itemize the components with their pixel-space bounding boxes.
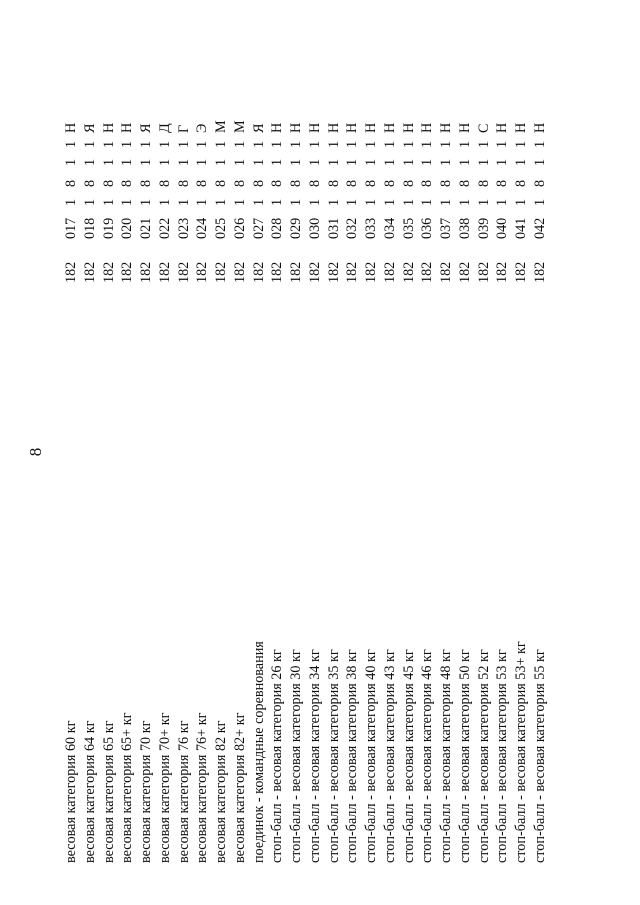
row-label: весовая категория 82 кг bbox=[213, 720, 229, 863]
code-c1: 182 bbox=[381, 261, 398, 283]
code-c5: 1 bbox=[381, 158, 398, 166]
code-c4: 8 bbox=[213, 179, 229, 187]
code-c2: 028 bbox=[269, 217, 286, 239]
code-c5: 1 bbox=[475, 158, 492, 166]
code-c4: 8 bbox=[381, 179, 398, 187]
code-c7: Н bbox=[381, 122, 398, 133]
code-c6: 1 bbox=[306, 140, 323, 148]
code-c4: 8 bbox=[194, 179, 211, 187]
code-c4: 8 bbox=[269, 179, 286, 187]
row-label: стоп-балл - весовая категория 38 кг bbox=[344, 649, 361, 863]
table-row bbox=[512, 0, 531, 905]
code-c3: 1 bbox=[100, 198, 117, 206]
code-c6: 1 bbox=[344, 140, 361, 148]
row-label: весовая категория 70 кг bbox=[138, 720, 154, 863]
code-c6: 1 bbox=[400, 140, 417, 148]
code-c5: 1 bbox=[138, 158, 154, 166]
code-c7: Н bbox=[438, 122, 454, 133]
code-c6: 1 bbox=[194, 140, 211, 148]
row-label: весовая категория 70+ кг bbox=[156, 712, 173, 863]
code-c7: М bbox=[213, 120, 229, 133]
table-row bbox=[325, 0, 344, 905]
code-c2: 017 bbox=[63, 217, 79, 239]
code-c1: 182 bbox=[231, 261, 248, 283]
code-c3: 1 bbox=[363, 198, 379, 206]
code-c4: 8 bbox=[419, 179, 436, 187]
table-row bbox=[100, 0, 119, 905]
row-label: стоп-балл - весовая категория 45 кг bbox=[400, 649, 417, 863]
code-c5: 1 bbox=[100, 158, 117, 166]
code-c3: 1 bbox=[138, 198, 154, 206]
code-c3: 1 bbox=[456, 198, 473, 206]
code-c7: Н bbox=[456, 122, 473, 133]
code-c1: 182 bbox=[269, 261, 286, 283]
code-c2: 020 bbox=[119, 217, 136, 239]
code-c7: Н bbox=[531, 122, 548, 133]
code-c1: 182 bbox=[494, 261, 511, 283]
code-c4: 8 bbox=[456, 179, 473, 187]
code-c3: 1 bbox=[438, 198, 454, 206]
code-c3: 1 bbox=[213, 198, 229, 206]
table-row bbox=[475, 0, 494, 905]
code-c2: 037 bbox=[438, 217, 454, 239]
code-c1: 182 bbox=[194, 261, 211, 283]
code-c4: 8 bbox=[325, 179, 342, 187]
code-c1: 182 bbox=[156, 261, 173, 283]
code-c6: 1 bbox=[531, 140, 548, 148]
row-label: стоп-балл - весовая категория 52 кг bbox=[475, 649, 492, 863]
code-c7: Д bbox=[156, 123, 173, 133]
row-label: стоп-балл - весовая категория 53 кг bbox=[494, 649, 511, 863]
code-c4: 8 bbox=[513, 179, 529, 187]
code-c7: Н bbox=[419, 122, 436, 133]
code-c1: 182 bbox=[438, 261, 454, 283]
code-c1: 182 bbox=[138, 261, 154, 283]
code-c3: 1 bbox=[175, 198, 192, 206]
code-c3: 1 bbox=[156, 198, 173, 206]
row-label: стоп-балл - весовая категория 40 кг bbox=[363, 649, 379, 863]
code-c1: 182 bbox=[419, 261, 436, 283]
code-c7: Н bbox=[119, 122, 136, 133]
code-c1: 182 bbox=[531, 261, 548, 283]
code-c4: 8 bbox=[344, 179, 361, 187]
code-c5: 1 bbox=[213, 158, 229, 166]
table-row bbox=[531, 0, 550, 905]
code-c1: 182 bbox=[175, 261, 192, 283]
code-c6: 1 bbox=[81, 140, 98, 148]
code-c5: 1 bbox=[250, 158, 267, 166]
code-c4: 8 bbox=[400, 179, 417, 187]
code-c3: 1 bbox=[475, 198, 492, 206]
code-c6: 1 bbox=[288, 140, 304, 148]
code-c1: 182 bbox=[119, 261, 136, 283]
code-c2: 024 bbox=[194, 217, 211, 239]
code-c7: Н bbox=[288, 122, 304, 133]
code-c1: 182 bbox=[456, 261, 473, 283]
code-c5: 1 bbox=[494, 158, 511, 166]
code-c3: 1 bbox=[344, 198, 361, 206]
table-row bbox=[62, 0, 81, 905]
code-c6: 1 bbox=[119, 140, 136, 148]
code-c6: 1 bbox=[156, 140, 173, 148]
code-c4: 8 bbox=[531, 179, 548, 187]
code-c7: Я bbox=[81, 123, 98, 133]
code-c5: 1 bbox=[288, 158, 304, 166]
code-c2: 032 bbox=[344, 217, 361, 239]
row-label: стоп-балл - весовая категория 48 кг bbox=[438, 649, 454, 863]
code-c7: Н bbox=[306, 122, 323, 133]
table-row bbox=[156, 0, 175, 905]
row-label: стоп-балл - весовая категория 43 кг bbox=[381, 649, 398, 863]
row-label: весовая категория 64 кг bbox=[81, 720, 98, 863]
table-row bbox=[287, 0, 306, 905]
code-c7: Н bbox=[269, 122, 286, 133]
code-c6: 1 bbox=[325, 140, 342, 148]
table-row bbox=[175, 0, 194, 905]
code-c1: 182 bbox=[475, 261, 492, 283]
row-label: стоп-балл - весовая категория 35 кг bbox=[325, 649, 342, 863]
table-row bbox=[456, 0, 475, 905]
row-label: весовая категория 76+ кг bbox=[194, 712, 211, 863]
code-c2: 022 bbox=[156, 217, 173, 239]
code-c2: 038 bbox=[456, 217, 473, 239]
code-c6: 1 bbox=[63, 140, 79, 148]
code-c4: 8 bbox=[175, 179, 192, 187]
row-label: весовая категория 65+ кг bbox=[119, 712, 136, 863]
code-c3: 1 bbox=[381, 198, 398, 206]
code-c4: 8 bbox=[250, 179, 267, 187]
code-c5: 1 bbox=[194, 158, 211, 166]
row-label: весовая категория 76 кг bbox=[175, 720, 192, 863]
code-c3: 1 bbox=[194, 198, 211, 206]
code-c6: 1 bbox=[213, 140, 229, 148]
row-label: весовая категория 65 кг bbox=[100, 720, 117, 863]
code-c7: С bbox=[475, 123, 492, 133]
table-row bbox=[137, 0, 156, 905]
code-c5: 1 bbox=[513, 158, 529, 166]
code-c6: 1 bbox=[419, 140, 436, 148]
code-c6: 1 bbox=[363, 140, 379, 148]
code-c2: 033 bbox=[363, 217, 379, 239]
code-c2: 042 bbox=[531, 217, 548, 239]
table-row bbox=[306, 0, 325, 905]
code-c2: 030 bbox=[306, 217, 323, 239]
code-c1: 182 bbox=[288, 261, 304, 283]
code-c7: Н bbox=[100, 122, 117, 133]
code-c2: 029 bbox=[288, 217, 304, 239]
code-c6: 1 bbox=[494, 140, 511, 148]
table-row bbox=[437, 0, 456, 905]
code-c3: 1 bbox=[419, 198, 436, 206]
code-c6: 1 bbox=[513, 140, 529, 148]
code-c5: 1 bbox=[119, 158, 136, 166]
code-c1: 182 bbox=[63, 261, 79, 283]
row-label: стоп-балл - весовая категория 53+ кг bbox=[513, 641, 529, 863]
code-c7: Н bbox=[63, 122, 79, 133]
code-c5: 1 bbox=[531, 158, 548, 166]
code-c5: 1 bbox=[269, 158, 286, 166]
code-c7: Я bbox=[138, 123, 154, 133]
code-c5: 1 bbox=[325, 158, 342, 166]
code-c7: Н bbox=[513, 122, 529, 133]
code-c1: 182 bbox=[363, 261, 379, 283]
table-row bbox=[381, 0, 400, 905]
code-c3: 1 bbox=[306, 198, 323, 206]
code-c2: 036 bbox=[419, 217, 436, 239]
row-label: весовая категория 82+ кг bbox=[231, 712, 248, 863]
code-c7: Я bbox=[250, 123, 267, 133]
code-c7: Н bbox=[363, 122, 379, 133]
table-row bbox=[418, 0, 437, 905]
code-c1: 182 bbox=[306, 261, 323, 283]
code-c7: Э bbox=[194, 123, 211, 133]
code-c4: 8 bbox=[231, 179, 248, 187]
code-c4: 8 bbox=[63, 179, 79, 187]
row-label: стоп-балл - весовая категория 30 кг bbox=[288, 649, 304, 863]
code-c3: 1 bbox=[250, 198, 267, 206]
row-label: весовая категория 60 кг bbox=[63, 720, 79, 863]
code-c6: 1 bbox=[438, 140, 454, 148]
table-row bbox=[493, 0, 512, 905]
code-c2: 031 bbox=[325, 217, 342, 239]
code-c4: 8 bbox=[138, 179, 154, 187]
page-number: 8 bbox=[26, 447, 45, 457]
code-c5: 1 bbox=[438, 158, 454, 166]
code-c6: 1 bbox=[138, 140, 154, 148]
code-c6: 1 bbox=[269, 140, 286, 148]
code-c4: 8 bbox=[306, 179, 323, 187]
code-c4: 8 bbox=[119, 179, 136, 187]
code-c4: 8 bbox=[100, 179, 117, 187]
code-c6: 1 bbox=[100, 140, 117, 148]
code-c1: 182 bbox=[250, 261, 267, 283]
code-c3: 1 bbox=[81, 198, 98, 206]
code-c5: 1 bbox=[363, 158, 379, 166]
code-c3: 1 bbox=[400, 198, 417, 206]
code-c5: 1 bbox=[231, 158, 248, 166]
code-c6: 1 bbox=[456, 140, 473, 148]
code-c1: 182 bbox=[344, 261, 361, 283]
code-c2: 035 bbox=[400, 217, 417, 239]
code-c1: 182 bbox=[213, 261, 229, 283]
code-c7: Н bbox=[494, 122, 511, 133]
code-c3: 1 bbox=[231, 198, 248, 206]
code-c3: 1 bbox=[494, 198, 511, 206]
code-c1: 182 bbox=[81, 261, 98, 283]
code-c2: 023 bbox=[175, 217, 192, 239]
code-c5: 1 bbox=[63, 158, 79, 166]
code-c3: 1 bbox=[63, 198, 79, 206]
code-c2: 021 bbox=[138, 217, 154, 239]
code-c7: Г bbox=[175, 124, 192, 133]
row-label: стоп-балл - весовая категория 55 кг bbox=[531, 649, 548, 863]
table-row bbox=[231, 0, 250, 905]
code-c2: 039 bbox=[475, 217, 492, 239]
code-c6: 1 bbox=[175, 140, 192, 148]
code-c3: 1 bbox=[325, 198, 342, 206]
code-c4: 8 bbox=[156, 179, 173, 187]
code-c4: 8 bbox=[475, 179, 492, 187]
code-c4: 8 bbox=[288, 179, 304, 187]
row-label: стоп-балл - весовая категория 34 кг bbox=[306, 649, 323, 863]
table-row bbox=[250, 0, 269, 905]
code-c3: 1 bbox=[119, 198, 136, 206]
table-row bbox=[362, 0, 381, 905]
row-label: стоп-балл - весовая категория 46 кг bbox=[419, 649, 436, 863]
table-row bbox=[118, 0, 137, 905]
table-row bbox=[81, 0, 100, 905]
table-row bbox=[268, 0, 287, 905]
code-c5: 1 bbox=[456, 158, 473, 166]
code-c2: 019 bbox=[100, 217, 117, 239]
code-c5: 1 bbox=[175, 158, 192, 166]
code-c2: 025 bbox=[213, 217, 229, 239]
code-c2: 026 bbox=[231, 217, 248, 239]
code-c3: 1 bbox=[288, 198, 304, 206]
code-c7: Н bbox=[325, 122, 342, 133]
row-label: стоп-балл - весовая категория 50 кг bbox=[456, 649, 473, 863]
code-c5: 1 bbox=[400, 158, 417, 166]
code-c2: 041 bbox=[513, 217, 529, 239]
code-c4: 8 bbox=[438, 179, 454, 187]
code-c4: 8 bbox=[81, 179, 98, 187]
code-c3: 1 bbox=[513, 198, 529, 206]
code-c6: 1 bbox=[475, 140, 492, 148]
table-row bbox=[212, 0, 231, 905]
code-c5: 1 bbox=[306, 158, 323, 166]
code-c6: 1 bbox=[231, 140, 248, 148]
code-c2: 040 bbox=[494, 217, 511, 239]
code-c5: 1 bbox=[344, 158, 361, 166]
code-c7: Н bbox=[400, 122, 417, 133]
code-c1: 182 bbox=[325, 261, 342, 283]
code-c7: М bbox=[231, 120, 248, 133]
code-c4: 8 bbox=[363, 179, 379, 187]
code-c1: 182 bbox=[513, 261, 529, 283]
table-row bbox=[400, 0, 419, 905]
code-c2: 018 bbox=[81, 217, 98, 239]
code-c5: 1 bbox=[156, 158, 173, 166]
code-c1: 182 bbox=[400, 261, 417, 283]
code-c6: 1 bbox=[250, 140, 267, 148]
code-c2: 027 bbox=[250, 217, 267, 239]
table-row bbox=[343, 0, 362, 905]
row-label: стоп-балл - весовая категория 26 кг bbox=[269, 649, 286, 863]
code-c6: 1 bbox=[381, 140, 398, 148]
code-c4: 8 bbox=[494, 179, 511, 187]
code-c3: 1 bbox=[531, 198, 548, 206]
table-row bbox=[193, 0, 212, 905]
code-c7: Н bbox=[344, 122, 361, 133]
code-c5: 1 bbox=[81, 158, 98, 166]
code-c5: 1 bbox=[419, 158, 436, 166]
code-c3: 1 bbox=[269, 198, 286, 206]
code-c2: 034 bbox=[381, 217, 398, 239]
code-c1: 182 bbox=[100, 261, 117, 283]
row-label: поединок - командные соревнования bbox=[250, 641, 267, 863]
